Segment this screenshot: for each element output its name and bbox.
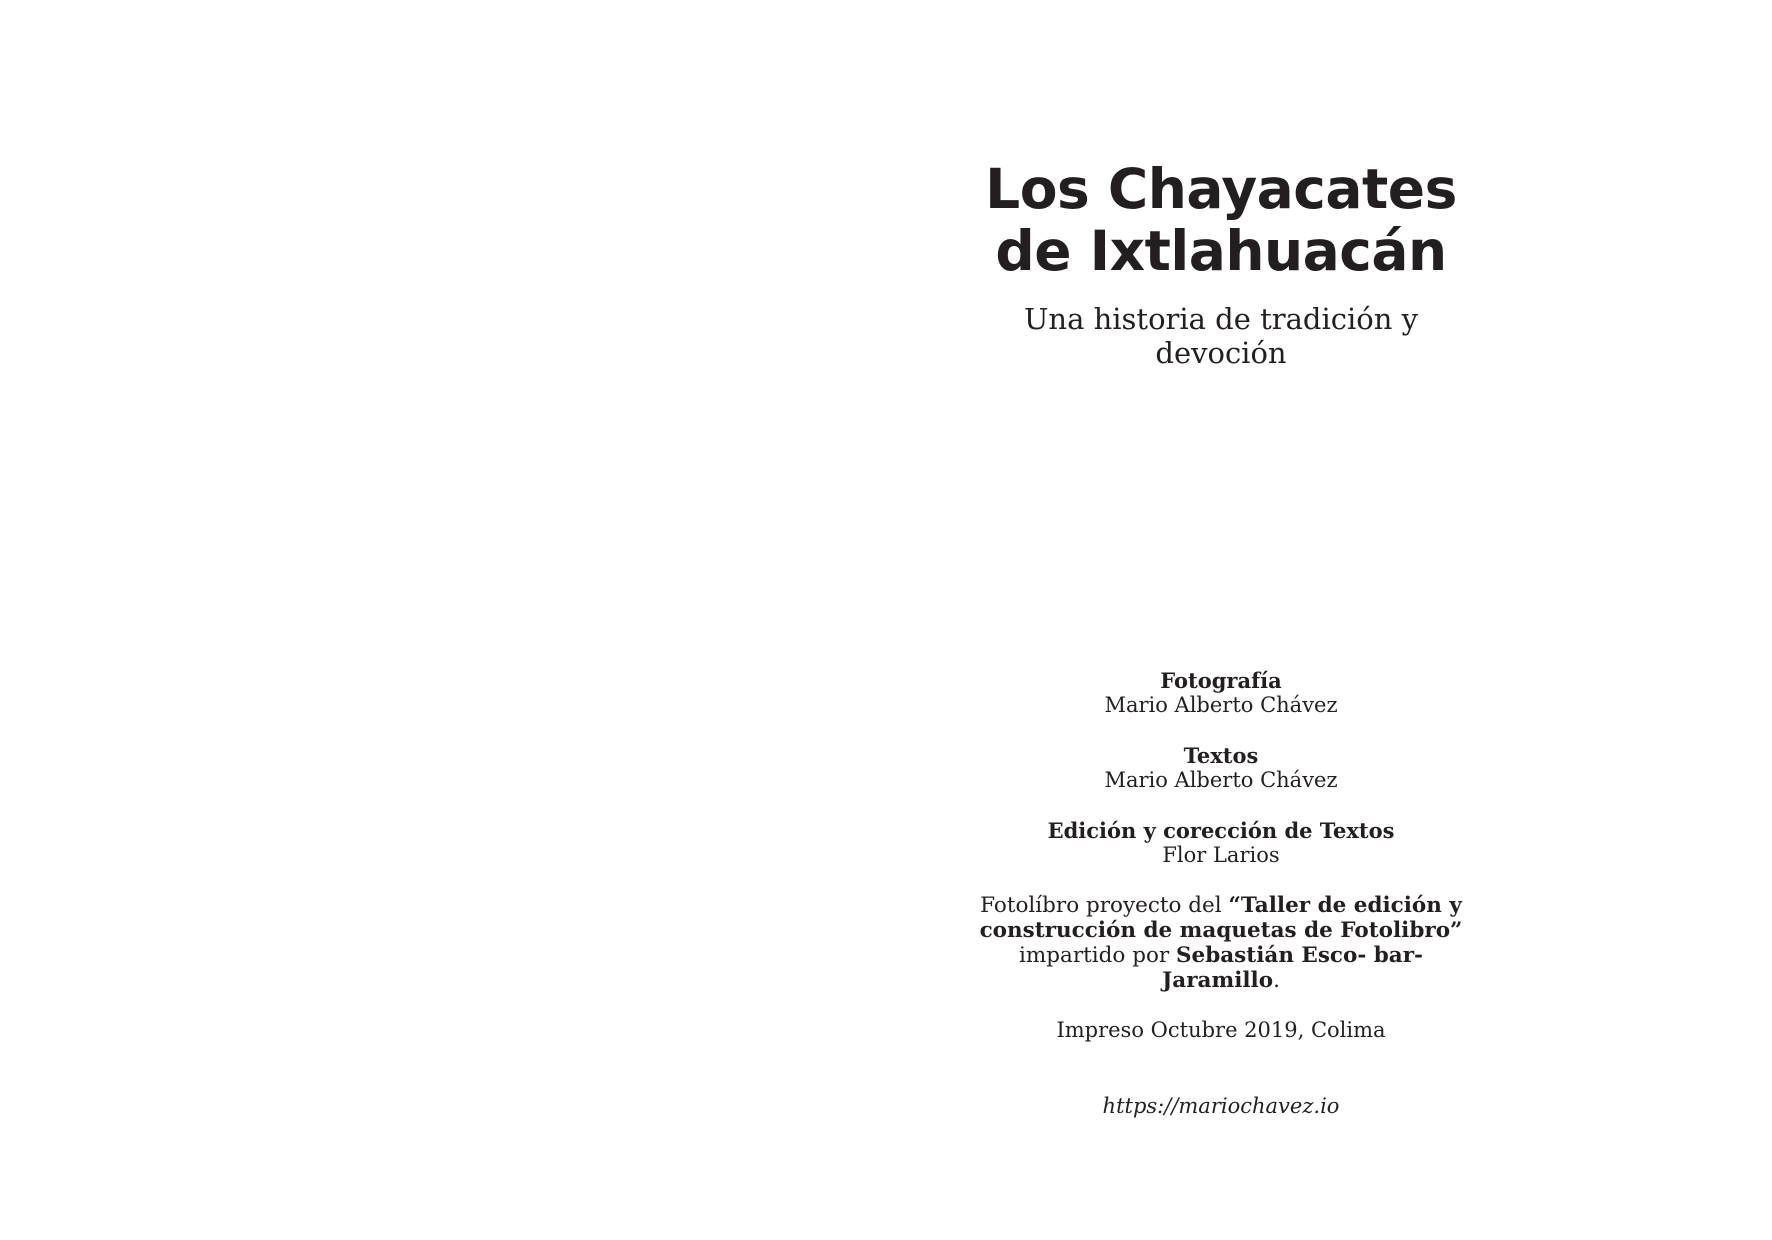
workshop-name: “Taller de edición y construcción de maquetas de Fotolibro” <box>979 893 1463 943</box>
credit-role: Edición y corección de Textos <box>1047 818 1395 843</box>
credit-texts <box>971 743 1471 793</box>
title-line-1: Los Chayacates <box>985 157 1457 221</box>
book-subtitle <box>971 302 1471 370</box>
credit-role: Textos <box>1183 743 1259 768</box>
credit-editing <box>971 818 1471 868</box>
project-note <box>971 893 1471 993</box>
subtitle-line-2: devoción <box>1155 336 1287 370</box>
title-line-2: de Ixtlahuacán <box>995 219 1447 283</box>
credit-role: Fotografía <box>1160 668 1282 693</box>
project-note-suffix: . <box>1273 968 1280 993</box>
project-note-prefix: Fotolíbro proyecto del <box>980 893 1229 918</box>
instructor-name: Sebastián Esco- bar-Jaramillo <box>1162 943 1423 993</box>
subtitle-line-1: Una historia de tradición y <box>1023 302 1419 336</box>
title-page <box>886 0 1772 1240</box>
credit-name: Mario Alberto Chávez <box>1104 768 1338 792</box>
book-title <box>971 158 1471 282</box>
print-info: Impreso Octubre 2019, Colima <box>1056 1018 1386 1042</box>
credit-photography <box>971 668 1471 718</box>
website-url: https://mariochavez.io <box>1102 1094 1340 1118</box>
project-note-middle: impartido por <box>1019 943 1177 968</box>
credits-section <box>971 668 1471 993</box>
credit-name: Mario Alberto Chávez <box>1104 693 1338 717</box>
credit-name: Flor Larios <box>1162 843 1280 867</box>
